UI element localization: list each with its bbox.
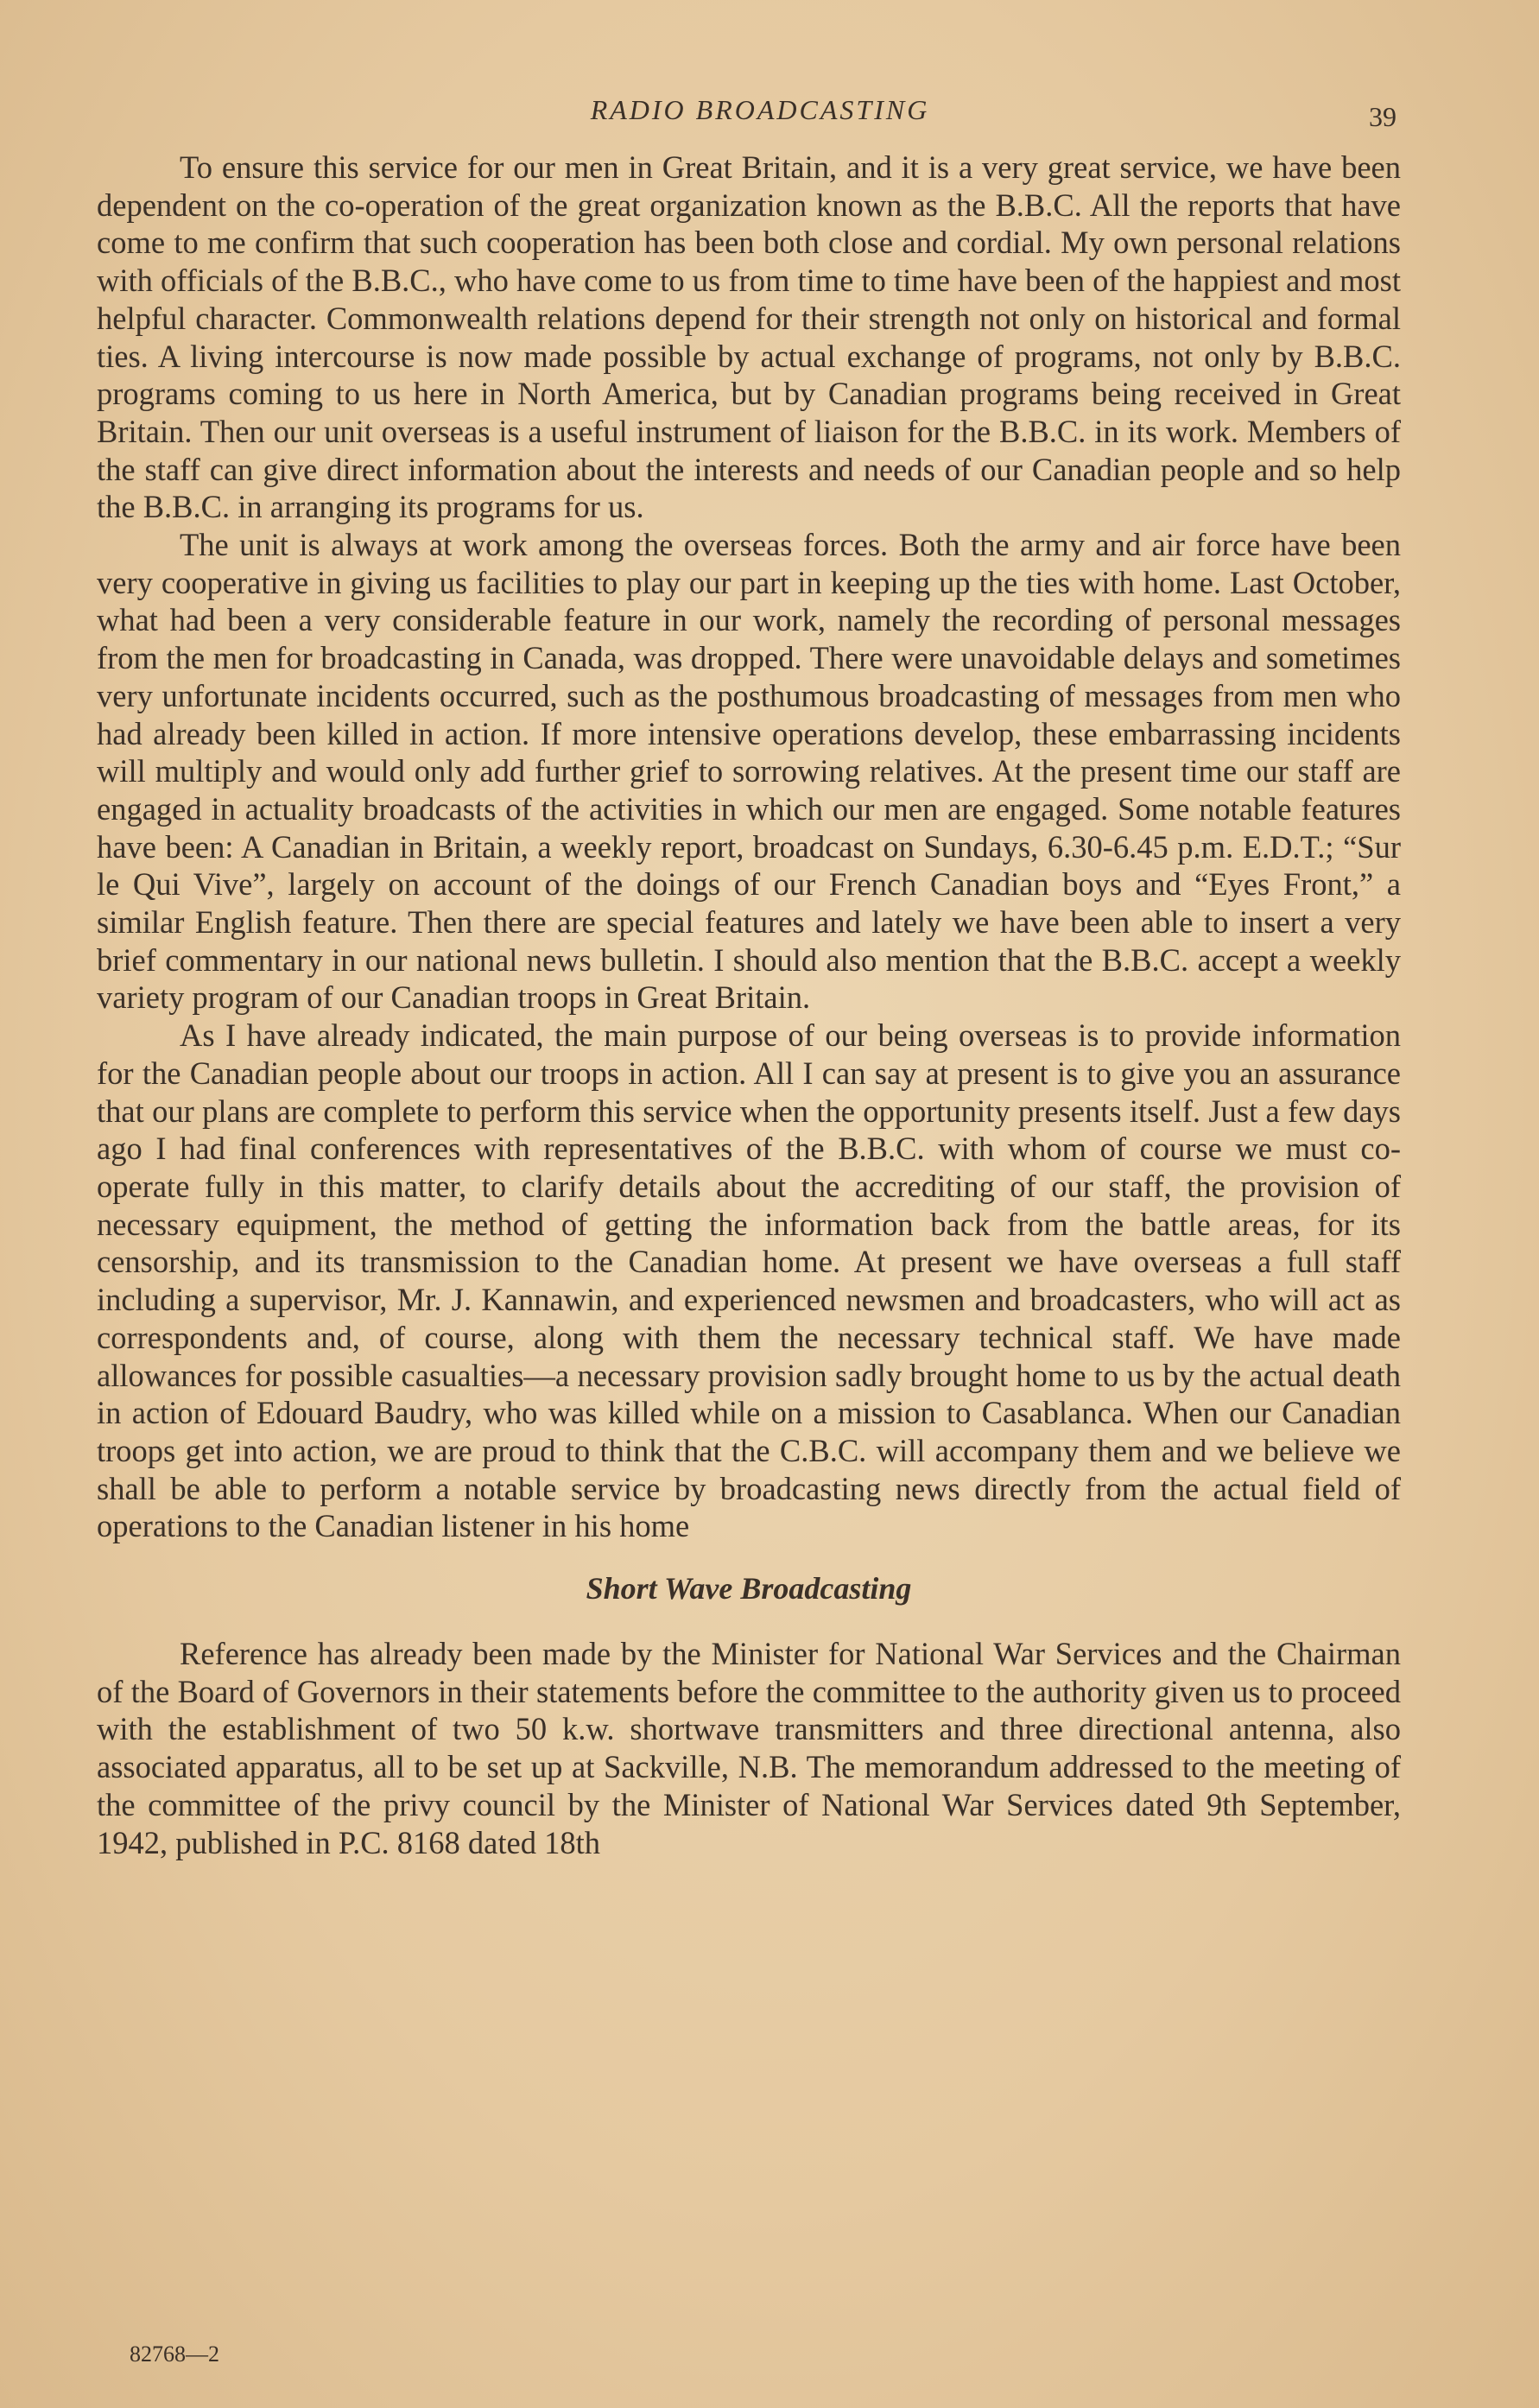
running-title: RADIO BROADCASTING xyxy=(590,94,930,125)
paragraph-overseas-unit: The unit is always at work among the overseas forces. Both the army and air force have been very cooperative in giving us facilities to play our part in keeping up the ties with home. Last October, what had been a very considerable feature in our work, namely the recording of personal messages from the men for broadcasting in Canada, was dropped. There were unavoidable delays and sometimes very unfortunate incidents occurred, such as the posthumous broadcasting of messages from men who had already been killed in action. If more intensive operations develop, these embarrassing incidents will multiply and would only add further grief to sorrowing relatives. At the present time our staff are engaged in actuality broadcasts of the activities in which our men are engaged. Some notable features have been: A Canadian in Britain, a weekly report, broadcast on Sundays, 6.30-6.45 p.m. E.D.T.; “Sur le Qui Vive”, largely on account of the doings of our French Canadian boys and “Eyes Front,” a similar English feature. Then there are special features and lately we have been able to insert a very brief commentary in our national news bulletin. I should also mention that the B.B.C. accept a weekly variety program of our Canadian troops in Great Britain. xyxy=(97,527,1401,1016)
running-header xyxy=(0,89,1539,130)
print-code: 82768—2 xyxy=(130,2341,219,2367)
section-heading: Short Wave Broadcasting xyxy=(586,1571,912,1606)
paragraph-main-purpose: As I have already indicated, the main purpose of our being overseas is to provide information for the Canadian people about our troops in action. All I can say at present is to give you an assurance that our plans are complete to perform this service when the opportunity presents itself. Just a few days ago I had final conferences with representatives of the B.B.C. with whom of course we must co-operate fully in this matter, to clarify details about the accrediting of our staff, the provision of necessary equipment, the method of getting the information back from the battle areas, for its censorship, and its transmission to the Canadian home. At present we have overseas a full staff including a supervisor, Mr. J. Kannawin, and experienced newsmen and broadcasters, who will act as correspondents and, of course, along with them the necessary technical staff. We have made allowances for possible casualties—a necessary provision sadly brought home to us by the actual death in action of Edouard Baudry, who was killed while on a mission to Casablanca. When our Canadian troops get into action, we are proud to think that the C.B.C. will accompany them and we believe we shall be able to perform a notable service by broadcasting news directly from the actual field of operations to the Canadian listener in his home xyxy=(97,1017,1401,1544)
page-number: 39 xyxy=(1369,101,1396,132)
body-text xyxy=(97,149,1401,1861)
paragraph-shortwave: Reference has already been made by the Minister for National War Services and the Chairman of the Board of Governors in their statements before the committee to the authority given us to proceed with the establishment of two 50 k.w. shortwave transmitters and three directional antenna, also associated apparatus, all to be set up at Sackville, N.B. The memorandum addressed to the meeting of the committee of the privy council by the Minister of National War Services dated 9th September, 1942, published in P.C. 8168 dated 18th xyxy=(97,1636,1401,1860)
paragraph-bbc-cooperation: To ensure this service for our men in Great Britain, and it is a very great service, we have been dependent on the co-operation of the great organization known as the B.B.C. All the reports that have come to me confirm that such cooperation has been both close and cordial. My own personal relations with officials of the B.B.C., who have come to us from time to time have been of the happiest and most helpful character. Commonwealth relations depend for their strength not only on historical and formal ties. A living intercourse is now made possible by actual exchange of programs, not only by B.B.C. programs coming to us here in North America, but by Canadian programs being received in Great Britain. Then our unit overseas is a useful instrument of liaison for the B.B.C. in its work. Members of the staff can give direct information about the interests and needs of our Canadian people and so help the B.B.C. in arranging its programs for us. xyxy=(97,149,1401,525)
